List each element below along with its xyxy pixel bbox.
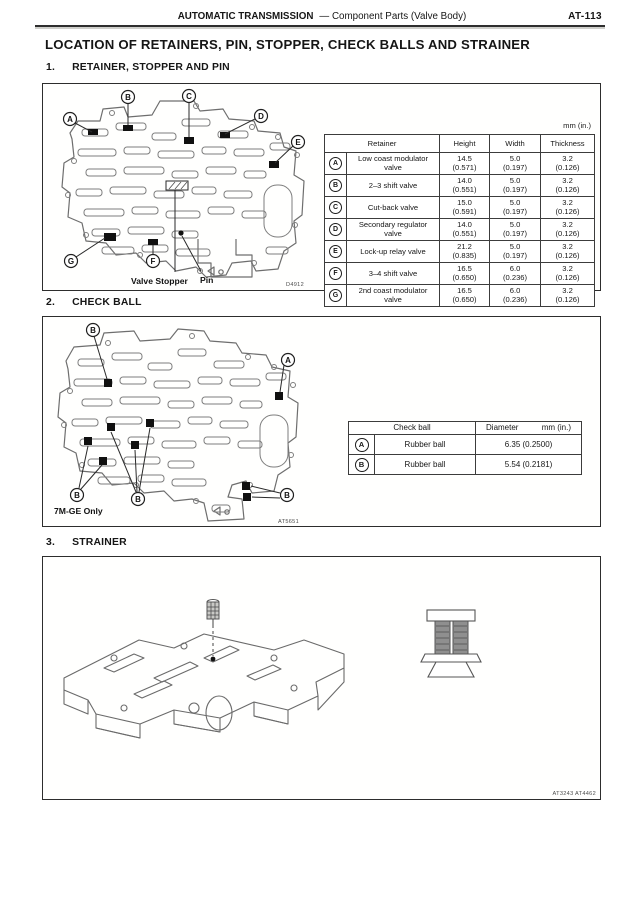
svg-text:F: F [150, 257, 156, 266]
retainer-name: 2–3 shift valve [347, 174, 440, 196]
ball-diameter: 5.54 (0.2181) [476, 455, 582, 475]
engine-note: 7M-GE Only [54, 506, 103, 516]
svg-text:B: B [135, 495, 141, 504]
pin-label: Pin [200, 275, 214, 285]
col-diameter: Diameter [486, 423, 519, 432]
height-in: (0.650) [452, 295, 477, 305]
thickness-mm: 3.2 [562, 241, 573, 251]
thickness-mm: 3.2 [562, 154, 573, 163]
height-mm: 16.5 [457, 263, 472, 273]
width-mm: 5.0 [509, 241, 521, 251]
thickness-in: (0.126) [555, 207, 580, 217]
thickness-mm: 3.2 [562, 285, 573, 295]
ball-name: Rubber ball [375, 435, 476, 455]
ball-name: Rubber ball [375, 455, 476, 475]
callout-badge: D [329, 223, 342, 236]
height-in: (0.591) [452, 207, 477, 217]
callout-badge: A [355, 438, 369, 452]
pin-marker [178, 230, 183, 235]
callout-a [282, 354, 295, 367]
callout-badge: E [329, 245, 342, 258]
table-row [349, 435, 582, 455]
header-title: AUTOMATIC TRANSMISSION [177, 11, 314, 22]
callout-badge: B [329, 179, 342, 192]
height-in: (0.551) [452, 185, 477, 195]
col-retainer: Retainer [325, 135, 440, 153]
width-in: (0.197) [502, 163, 528, 173]
valve-body-isometric [64, 634, 344, 738]
width-mm: 6.0 [509, 285, 521, 295]
svg-text:D: D [258, 112, 264, 121]
height-mm: 15.0 [457, 197, 472, 207]
height-mm: 14.5 [457, 154, 472, 163]
svg-text:B: B [74, 491, 80, 500]
thickness-mm: 3.2 [562, 219, 573, 229]
header-subtitle: — Component Parts (Valve Body) [319, 11, 467, 22]
section-1-title: RETAINER, STOPPER AND PIN [72, 62, 230, 73]
callout-c [183, 90, 196, 103]
section-2-heading [46, 297, 142, 308]
callout-b-bottom-center [132, 493, 145, 506]
callout-g [65, 255, 78, 268]
svg-text:G: G [67, 257, 75, 266]
retainer-name: 2nd coast modulator valve [347, 284, 440, 306]
figure-code-3: AT3243 AT4462 [552, 791, 596, 797]
figure-code-2: AT5651 [278, 519, 299, 525]
callout-b-top [87, 324, 100, 337]
table-row [325, 153, 595, 175]
col-checkball: Check ball [349, 422, 476, 435]
strainer-detail-view [421, 610, 481, 677]
section-3-title: STRAINER [72, 537, 127, 548]
width-in: (0.197) [502, 207, 528, 217]
checkball-figure-box [42, 316, 601, 527]
width-mm: 5.0 [509, 154, 521, 163]
retainer-name: 3–4 shift valve [347, 262, 440, 284]
height-in: (0.571) [452, 163, 477, 173]
valve-stopper-label: Valve Stopper [131, 276, 188, 286]
callout-badge: F [329, 267, 342, 280]
retainer-name: Cut-back valve [347, 196, 440, 218]
retainer-name: Secondary regulator valve [347, 218, 440, 240]
thickness-mm: 3.2 [562, 263, 573, 273]
width-mm: 5.0 [509, 219, 521, 229]
valve-body-outline [58, 329, 298, 521]
svg-text:C: C [186, 92, 192, 101]
height-mm: 14.0 [457, 219, 472, 229]
svg-text:E: E [295, 138, 301, 147]
width-in: (0.197) [502, 229, 528, 239]
table-row [325, 174, 595, 196]
table-row [325, 196, 595, 218]
valve-stopper-marker [166, 181, 188, 190]
retainer-spec-table [324, 134, 595, 307]
callout-e [292, 136, 305, 149]
table-row [325, 262, 595, 284]
page-header [42, 11, 602, 22]
thickness-in: (0.126) [555, 185, 580, 195]
callout-f [147, 255, 160, 268]
table-row [349, 455, 582, 475]
checkball-spec-table [348, 421, 582, 475]
table-header-row [325, 135, 595, 153]
callout-a [64, 113, 77, 126]
thickness-in: (0.126) [555, 229, 580, 239]
callout-b-bottom-left [71, 489, 84, 502]
width-mm: 6.0 [509, 263, 521, 273]
section-1-heading [46, 62, 230, 73]
thickness-in: (0.126) [555, 163, 580, 173]
thickness-in: (0.126) [555, 273, 580, 283]
width-in: (0.197) [502, 185, 528, 195]
header-rule [35, 25, 605, 27]
valve-body-retainer-diagram [48, 87, 320, 288]
col-height: Height [440, 135, 490, 153]
section-3-heading [46, 537, 127, 548]
section-3-number: 3. [46, 537, 56, 548]
height-mm: 14.0 [457, 175, 472, 185]
height-in: (0.835) [452, 251, 477, 261]
height-mm: 16.5 [457, 285, 472, 295]
height-mm: 21.2 [457, 241, 472, 251]
section-2-title: CHECK BALL [72, 297, 142, 308]
callout-badge: G [329, 289, 342, 302]
svg-text:B: B [284, 491, 290, 500]
table-row [325, 240, 595, 262]
width-in: (0.236) [502, 295, 528, 305]
col-width: Width [490, 135, 541, 153]
svg-text:A: A [285, 356, 291, 365]
svg-text:A: A [67, 115, 73, 124]
table-header-row [349, 422, 582, 435]
retainer-name: Lock-up relay valve [347, 240, 440, 262]
svg-text:B: B [125, 93, 131, 102]
section-2-number: 2. [46, 297, 56, 308]
thickness-in: (0.126) [555, 295, 580, 305]
section-1-number: 1. [46, 62, 56, 73]
callout-b [122, 91, 135, 104]
height-in: (0.551) [452, 229, 477, 239]
valve-body-checkball-diagram [46, 319, 336, 526]
callout-badge: B [355, 458, 369, 472]
ball-diameter: 6.35 (0.2500) [476, 435, 582, 455]
width-mm: 5.0 [509, 175, 521, 185]
height-in: (0.650) [452, 273, 477, 283]
callout-b-right [281, 489, 294, 502]
width-mm: 5.0 [509, 197, 521, 207]
width-in: (0.236) [502, 273, 528, 283]
thickness-mm: 3.2 [562, 175, 573, 185]
strainer-diagram [44, 558, 599, 798]
page-number: AT-113 [568, 11, 602, 22]
callout-badge: C [329, 201, 342, 214]
figure-code-1: D4912 [286, 282, 304, 288]
retainer-name: Low coast modulator valve [347, 153, 440, 175]
table-row [325, 218, 595, 240]
col-thickness: Thickness [541, 135, 595, 153]
col-units: mm (in.) [541, 423, 572, 432]
width-in: (0.197) [502, 251, 528, 261]
callout-badge: A [329, 157, 342, 170]
thickness-in: (0.126) [555, 251, 580, 261]
svg-text:B: B [90, 326, 96, 335]
units-label-1: mm (in.) [563, 121, 591, 130]
table-row [325, 284, 595, 306]
strainer-figure-box [42, 556, 601, 800]
thickness-mm: 3.2 [562, 197, 573, 207]
page-title: LOCATION OF RETAINERS, PIN, STOPPER, CHECK BALLS AND STRAINER [45, 37, 531, 52]
callout-d [255, 110, 268, 123]
